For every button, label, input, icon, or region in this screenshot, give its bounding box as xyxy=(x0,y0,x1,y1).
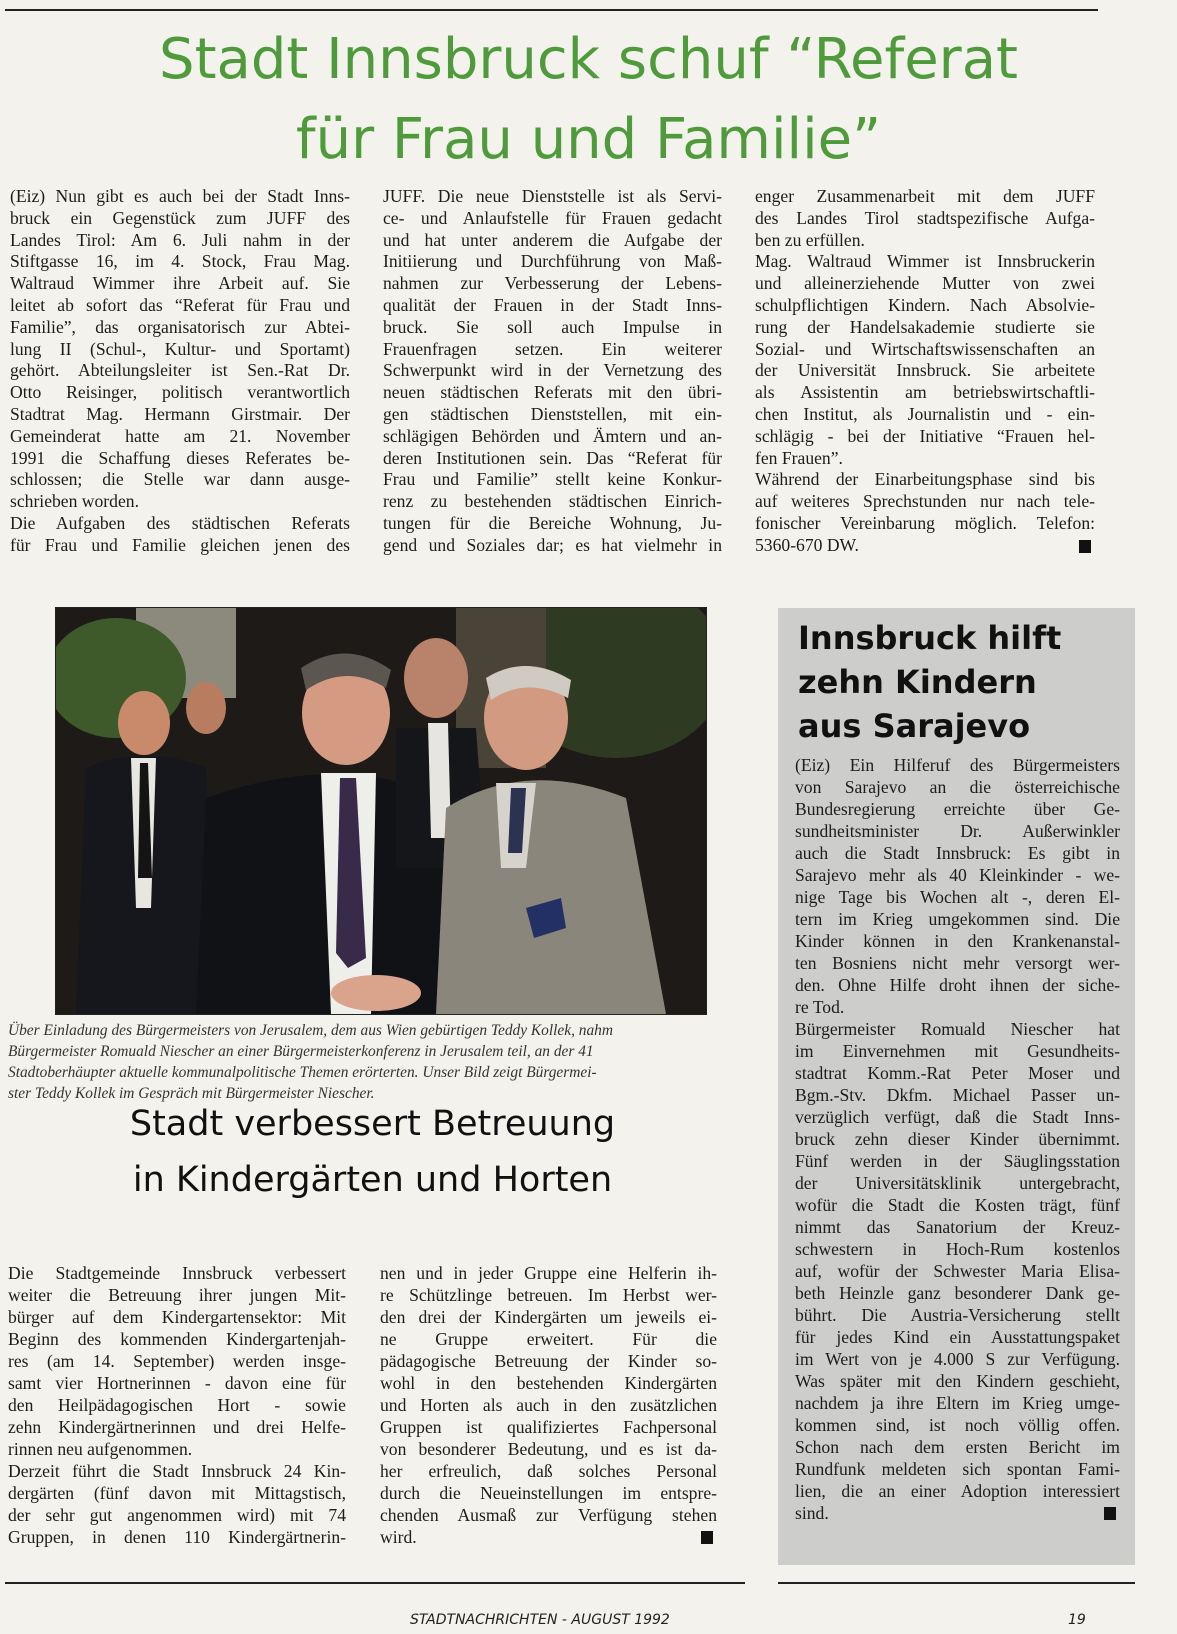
text-line: auf, wofür der Schwester Maria Elisa- xyxy=(795,1261,1120,1281)
headline-line: für Frau und Familie” xyxy=(295,107,882,172)
text-line: leitet ab sofort das “Referat für Frau und xyxy=(10,294,350,315)
text-line: wohl in den bestehenden Kindergärten xyxy=(380,1373,717,1393)
text-line: zehn Kindergärtnerinnen und drei Helfe- xyxy=(8,1417,346,1437)
text-line: Schwerpunkt wird in der Vernetzung des xyxy=(383,360,722,381)
text-line: Stiftgasse 16, im 4. Stock, Frau Mag. xyxy=(10,251,350,272)
sidebar-title xyxy=(798,616,1061,748)
text-line: ten Bosniens nicht mehr versorgt wer- xyxy=(795,953,1120,973)
article-end-mark xyxy=(701,1531,713,1544)
text-line: sind. xyxy=(795,1502,1120,1524)
article-end-mark xyxy=(1104,1507,1116,1520)
text-line: 5360-670 DW. xyxy=(755,535,1095,557)
text-line: lung II (Schul-, Kultur- und Sportamt) xyxy=(10,338,350,359)
text-line: gehört. Abteilungsleiter ist Sen.-Rat Dr. xyxy=(10,360,350,381)
text-line: Während der Einarbeitungsphase sind bis xyxy=(755,469,1095,490)
text-line: Waltraud Wimmer ihre Arbeit auf. Sie xyxy=(10,273,350,294)
text-line: bührt. Die Austria-Versicherung stellt xyxy=(795,1305,1120,1325)
text-line: schlägigen Behörden und Ämtern und an- xyxy=(383,425,722,446)
text-line: Beginn des kommenden Kindergartenjah- xyxy=(8,1329,346,1349)
text-line: ne Gruppe erweitert. Für die xyxy=(380,1329,717,1349)
article2-column-1 xyxy=(8,1262,346,1548)
text-line: fen Frauen”. xyxy=(755,447,843,468)
article2-title xyxy=(0,1096,745,1208)
bottom-rule-right xyxy=(778,1582,1135,1584)
text-line: lien, die an einer Adoption interessiert xyxy=(795,1481,1120,1501)
text-line: im Einvernehmen mit Gesundheits- xyxy=(795,1041,1120,1061)
caption-line: Über Einladung des Bürgermeisters von Jerusalem, dem aus Wien gebürtigen Teddy Kollek, nahm xyxy=(8,1022,613,1039)
photo-caption xyxy=(8,1020,743,1104)
text-line: dergärten (fünf davon mit Mittagstisch, xyxy=(8,1483,346,1503)
top-rule xyxy=(5,9,1098,11)
text-line: und hat unter anderem die Aufgabe der xyxy=(383,229,722,250)
text-line: Derzeit führt die Stadt Innsbruck 24 Kin- xyxy=(8,1461,346,1481)
photo-mayors-meeting xyxy=(55,607,707,1015)
text-line: Gruppen, in denen 110 Kindergärtnerin- xyxy=(8,1527,346,1547)
text-line: als Assistentin am betriebswirtschaftli- xyxy=(755,382,1095,403)
article2-title-line: Stadt verbessert Betreuung xyxy=(129,1104,616,1144)
article1-column-3 xyxy=(755,186,1095,557)
text-line: Sarajevo mehr als 40 Kleinkinder - we- xyxy=(795,865,1120,885)
text-line: schlossen; die Stelle war dann ausge- xyxy=(10,469,350,490)
text-line: im Wert von je 4.000 S zur Verfügung. xyxy=(795,1349,1120,1369)
text-line: auch die Stadt Innsbruck: Es gibt in xyxy=(795,843,1120,863)
sidebar-column xyxy=(795,754,1120,1524)
text-line: schwestern in Hoch-Rum kostenlos xyxy=(795,1239,1120,1259)
text-line: Initiierung und Durchführung von Maß- xyxy=(383,251,722,272)
text-line: neuen städtischen Referats mit den übri- xyxy=(383,382,722,403)
text-line: Frauenfragen setzen. Ein weiterer xyxy=(383,338,722,359)
text-line: der sehr gut angenommen wird) mit 74 xyxy=(8,1505,346,1525)
text-line: tern im Krieg umgekommen sind. Die xyxy=(795,909,1120,929)
text-line: nimmt das Sanatorium der Kreuz- xyxy=(795,1217,1120,1237)
text-line: JUFF. Die neue Dienststelle ist als Servi- xyxy=(383,186,722,206)
text-line: rung der Handelsakademie studierte sie xyxy=(755,316,1095,337)
article2-title-line: in Kindergärten und Horten xyxy=(132,1160,613,1200)
text-line: gend und Soziales dar; es hat vielmehr in xyxy=(383,534,722,555)
text-line: ben zu erfüllen. xyxy=(755,229,865,250)
text-line: Gemeinderat hatte am 21. November xyxy=(10,425,350,446)
text-line: enger Zusammenarbeit mit dem JUFF xyxy=(755,186,1095,206)
text-line: verzüglich verfügt, daß die Stadt Inns- xyxy=(795,1107,1120,1127)
text-line: weiter die Betreuung ihrer jungen Mit- xyxy=(8,1285,346,1305)
text-line: kommen sind, ist noch völlig offen. xyxy=(795,1415,1120,1435)
text-line: ce- und Anlaufstelle für Frauen gedacht xyxy=(383,207,722,228)
text-line: Bundesregierung erreichte über Ge- xyxy=(795,799,1120,819)
sidebar-title-line: zehn Kindern xyxy=(798,663,1037,701)
text-line: her erfreulich, daß solches Personal xyxy=(380,1461,717,1481)
text-line: Frau und Familie” stellt keine Konkur- xyxy=(383,469,722,490)
text-line: für jedes Kind ein Ausstattungspaket xyxy=(795,1327,1120,1347)
text-line: deren Institutionen sein. Das “Referat für xyxy=(383,447,722,468)
article2-column-2 xyxy=(380,1262,717,1548)
text-line: res (am 14. September) werden insge- xyxy=(8,1351,346,1371)
text-line: von besonderer Bedeutung, und es ist da- xyxy=(380,1439,717,1459)
text-line: re Schützlinge betreuen. Im Herbst wer- xyxy=(380,1285,717,1305)
text-line: Mag. Waltraud Wimmer ist Innsbruckerin xyxy=(755,251,1095,272)
text-line: bruck ein Gegenstück zum JUFF des xyxy=(10,207,350,228)
caption-line: ster Teddy Kollek im Gespräch mit Bürgermeister Niescher. xyxy=(8,1085,375,1102)
text-line: auf weiteres Sprechstunden nur nach tele- xyxy=(755,491,1095,512)
text-line: stadtrat Komm.-Rat Peter Moser und xyxy=(795,1063,1120,1083)
main-headline xyxy=(0,20,1177,180)
text-line: renz zu bestehenden städtischen Einrich- xyxy=(383,491,722,512)
text-line: (Eiz) Ein Hilferuf des Bürgermeisters xyxy=(795,755,1120,775)
text-line: von Sarajevo an die österreichische xyxy=(795,777,1120,797)
text-line: nige Tage bis Wochen alt -, deren El- xyxy=(795,887,1120,907)
text-line: Die Aufgaben des städtischen Referats xyxy=(10,512,350,533)
text-line: den. Ohne Hilfe droht ihnen der siche- xyxy=(795,975,1120,995)
text-line: tungen für die Bereiche Wohnung, Ju- xyxy=(383,512,722,533)
text-line: nachdem ja ihre Eltern im Krieg umge- xyxy=(795,1393,1120,1413)
footer-page-number: 19 xyxy=(1068,1612,1086,1628)
text-line: Otto Reisinger, politisch verantwortlich xyxy=(10,382,350,403)
text-line: (Eiz) Nun gibt es auch bei der Stadt Inns- xyxy=(10,186,350,206)
text-line: schulpflichtigen Kindern. Nach Absolvie- xyxy=(755,294,1095,315)
text-line: durch die Neueinstellungen im entspre- xyxy=(380,1483,717,1503)
text-line: Die Stadtgemeinde Innsbruck verbessert xyxy=(8,1263,346,1283)
text-line: Bürgermeister Romuald Niescher hat xyxy=(795,1019,1120,1039)
photo-image xyxy=(56,608,706,1014)
text-line: qualität der Frauen in der Stadt Inns- xyxy=(383,294,722,315)
text-line: chenden Ausmaß zur Verfügung stehen xyxy=(380,1505,717,1525)
text-line: samt vier Hortnerinnen - davon eine für xyxy=(8,1373,346,1393)
text-line: wird. xyxy=(380,1526,717,1548)
text-line: Landes Tirol: Am 6. Juli nahm in der xyxy=(10,229,350,250)
article1-column-1 xyxy=(10,186,350,557)
text-line: Was später mit den Kindern geschieht, xyxy=(795,1371,1120,1391)
footer-publication: STADTNACHRICHTEN - AUGUST 1992 xyxy=(410,1612,670,1628)
text-line: und Horten als auch in den zusätzlichen xyxy=(380,1395,717,1415)
text-line: Rundfunk meldeten sich spontan Fami- xyxy=(795,1459,1120,1479)
caption-line: Bürgermeister Romuald Niescher an einer Bürgermeisterkonferenz in Jerusalem teil, an der 41 xyxy=(8,1043,594,1060)
text-line: für Frau und Familie gleichen jenen des xyxy=(10,534,350,555)
text-line: re Tod. xyxy=(795,997,845,1017)
text-line: gen städtischen Dienststellen, mit ein- xyxy=(383,403,722,424)
text-line: Fünf werden in der Säuglingsstation xyxy=(795,1151,1120,1171)
text-line: den Heilpädagogischen Hort - sowie xyxy=(8,1395,346,1415)
text-line: pädagogische Betreuung der Kinder so- xyxy=(380,1351,717,1371)
article-end-mark xyxy=(1079,540,1091,553)
text-line: fonischer Vereinbarung möglich. Telefon: xyxy=(755,512,1095,533)
text-line: Kinder können in den Krankenanstal- xyxy=(795,931,1120,951)
text-line: schlägig - bei der Initiative “Frauen hel- xyxy=(755,425,1095,446)
headline-line: Stadt Innsbruck schuf “Referat xyxy=(159,27,1018,92)
text-line: der Universitätsklinik untergebracht, xyxy=(795,1173,1120,1193)
sidebar-title-line: Innsbruck hilft xyxy=(798,619,1062,657)
text-line: Sozial- und Wirtschaftswissenschaften an xyxy=(755,338,1095,359)
text-line: und alleinerziehende Mutter von zwei xyxy=(755,273,1095,294)
sidebar-title-line: aus Sarajevo xyxy=(798,707,1031,745)
text-line: rinnen neu aufgenommen. xyxy=(8,1439,193,1459)
text-line: nen und in jeder Gruppe eine Helferin ih- xyxy=(380,1263,717,1283)
text-line: 1991 die Schaffung dieses Referates be- xyxy=(10,447,350,468)
text-line: Gruppen ist qualifiziertes Fachpersonal xyxy=(380,1417,717,1437)
text-line: bruck zehn dieser Kinder übernimmt. xyxy=(795,1129,1120,1149)
caption-line: Stadtoberhäupter aktuelle kommunalpolitische Themen erörterten. Unser Bild zeigt Bürgermei- xyxy=(8,1064,597,1081)
article1-column-2 xyxy=(383,186,722,557)
text-line: beth Heinzle ganz besonderer Dank ge- xyxy=(795,1283,1120,1303)
text-line: Familie”, das organisatorisch zur Abtei- xyxy=(10,316,350,337)
text-line: Stadtrat Mag. Hermann Girstmair. Der xyxy=(10,403,350,424)
text-line: chen Institut, als Journalistin und - ein- xyxy=(755,403,1095,424)
text-line: sundheitsminister Dr. Außerwinkler xyxy=(795,821,1120,841)
text-line: den drei der Kindergärten um jeweils ei- xyxy=(380,1307,717,1327)
text-line: bruck. Sie soll auch Impulse in xyxy=(383,316,722,337)
text-line: wofür die Stadt die Kosten trägt, fünf xyxy=(795,1195,1120,1215)
text-line: bürger auf dem Kindergartensektor: Mit xyxy=(8,1307,346,1327)
text-line: der Universität Innsbruck. Sie arbeitete xyxy=(755,360,1095,381)
text-line: des Landes Tirol stadtspezifische Aufga- xyxy=(755,207,1095,228)
text-line: Schon nach dem ersten Bericht im xyxy=(795,1437,1120,1457)
text-line: schrieben worden. xyxy=(10,491,139,512)
text-line: Bgm.-Stv. Dkfm. Michael Passer un- xyxy=(795,1085,1120,1105)
bottom-rule-left xyxy=(5,1582,745,1584)
text-line: nahmen zur Verbesserung der Lebens- xyxy=(383,273,722,294)
